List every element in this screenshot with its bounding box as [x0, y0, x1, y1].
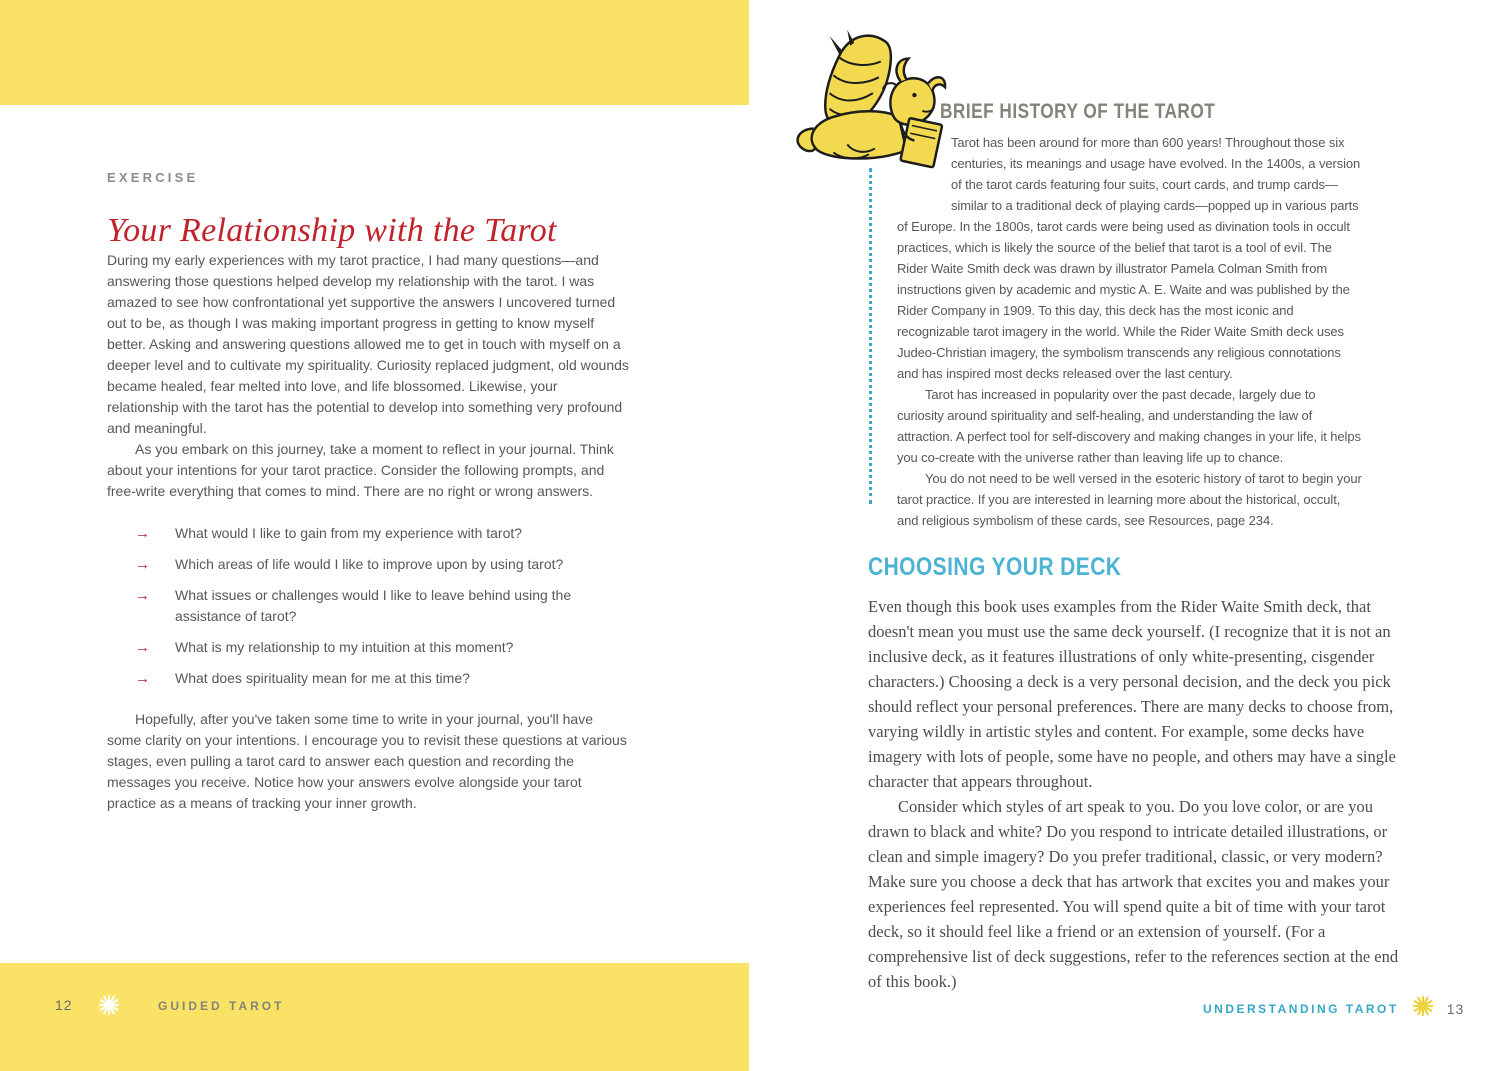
prompt-text: Which areas of life would I like to improve upon by using tarot?: [175, 556, 564, 572]
prompt-item: [135, 585, 580, 627]
page-number-left: 12: [55, 997, 73, 1013]
exercise-paragraph-1: During my early experiences with my tarot practice, I had many questions—and answering those questions helped develop my relationship with the tarot. I was amazed to see how confrontational yet supportive the answers I uncovered turned out to be, as though I was making important progress in getting to know myself better. Asking and answering questions allowed me to get in touch with myself on a deeper level and to cultivate my spirituality. Curiosity replaced judgment, old wounds became healed, fear melted into love, and life blossomed. Likewise, your relationship with the tarot has the potential to develop into something very profound and meaningful.: [107, 252, 629, 436]
sidebar-body: [897, 132, 1364, 531]
section-paragraph-1: Even though this book uses examples from the Rider Waite Smith deck, that doesn't mean you must use the same deck yourself. (I recognize that it is not an inclusive deck, as it features illustrations of only white-presenting, cisgender characters.) Choosing a deck is a very personal decision, and the deck you pick should reflect your personal preferences. There are many decks to choose from, varying wildly in artistic styles and content. For example, some decks have imagery with lots of people, some have no people, and others may have a single character that appears throughout.: [868, 597, 1396, 791]
sidebar-paragraph-2: Tarot has increased in popularity over the past decade, largely due to curiosity around spirituality and self-healing, and understanding the law of attraction. A perfect tool for self-discovery and making changes in your life, it helps you co-create with the universe rather than leaving life up to chance.: [897, 387, 1361, 465]
arrow-icon: →: [135, 670, 150, 687]
prompt-text: What is my relationship to my intuition at this moment?: [175, 639, 514, 655]
arrow-icon: →: [135, 639, 150, 656]
prompt-item: [135, 523, 580, 544]
left-page: [107, 167, 630, 814]
chapter-title: UNDERSTANDING TAROT: [1203, 1001, 1399, 1016]
section-body: [868, 594, 1400, 994]
arrow-icon: →: [135, 556, 150, 573]
yellow-band-top: [0, 0, 749, 105]
exercise-title: Your Relationship with the Tarot: [107, 212, 557, 249]
prompt-item: [135, 637, 580, 658]
choosing-deck-section: [868, 553, 1400, 994]
starburst-icon: [1413, 996, 1433, 1021]
sidebar-heading: BRIEF HISTORY OF THE TAROT: [940, 100, 1216, 123]
arrow-icon: →: [135, 525, 150, 542]
prompt-item: [135, 668, 580, 689]
prompt-text: What issues or challenges would I like to leave behind using the assistance of tarot?: [175, 587, 572, 624]
sidebar-paragraph-1-text: Tarot has been around for more than 600 years! Throughout those six centuries, its meanings and usage have evolved. In the 1400s, a version of the tarot cards featuring four suits, court cards, and trump cards—similar to a traditional deck of playing cards—popped up in various parts of Europe. In the 1800s, tarot cards were being used as divination tools in occult practices, which is likely the source of the belief that tarot is a tool of evil. The Rider Waite Smith deck was drawn by illustrator Pamela Colman Smith from instructions given by academic and mystic A. E. Waite and was published by the Rider Company in 1909. To this day, this deck has the most iconic and recognizable tarot imagery in the world. While the Rider Waite Smith deck uses Judeo-Christian imagery, the symbolism transcends any religious connotations and has inspired most decks released over the last century.: [897, 135, 1361, 381]
right-footer: [1203, 996, 1464, 1021]
prompt-text: What does spirituality mean for me at this time?: [175, 670, 470, 686]
starburst-icon: [99, 995, 119, 1020]
sidebar-paragraph-3: You do not need to be well versed in the esoteric history of tarot to begin your tarot practice. If you are interested in learning more about the historical, occult, and religious symbolism of these cards, see Resources, page 234.: [897, 471, 1362, 528]
arrow-icon: →: [135, 587, 150, 604]
prompt-item: [135, 554, 580, 575]
prompt-text: What would I like to gain from my experience with tarot?: [175, 525, 523, 541]
prompt-list: [107, 523, 630, 689]
book-title: GUIDED TAROT: [158, 999, 285, 1013]
exercise-paragraph-3: Hopefully, after you've taken some time to write in your journal, you'll have some clarity on your intentions. I encourage you to revisit these questions at various stages, even pulling a tarot card to answer each question and recording the messages you receive. Notice how your answers evolve alongside your tarot practice as a means of tracking your inner growth.: [107, 711, 627, 811]
text-wrap-spacer: [897, 132, 951, 196]
exercise-paragraph-2: As you embark on this journey, take a moment to reflect in your journal. Think about your intentions for your tarot practice. Consider the following prompts, and free-write everything that comes to mind. There are no right or wrong answers.: [107, 441, 614, 499]
page-number-right: 13: [1446, 1000, 1465, 1017]
exercise-label: EXERCISE: [107, 170, 199, 185]
dotted-divider: [869, 168, 872, 504]
sidebar-paragraph-1: [897, 132, 1364, 384]
section-heading: CHOOSING YOUR DECK: [868, 553, 1122, 581]
section-paragraph-2: Consider which styles of art speak to you. Do you love color, or are you drawn to black and white? Do you respond to intricate detailed illustrations, or clean and simple imagery? Do you prefer traditional, classic, or very modern? Make sure you choose a deck that has artwork that excites you and makes your experiences feel represented. You will spend quite a bit of time with your tarot deck, so it should feel like a friend or an extension of yourself. (For a comprehensive list of deck suggestions, refer to the references section at the end of this book.): [868, 797, 1399, 991]
